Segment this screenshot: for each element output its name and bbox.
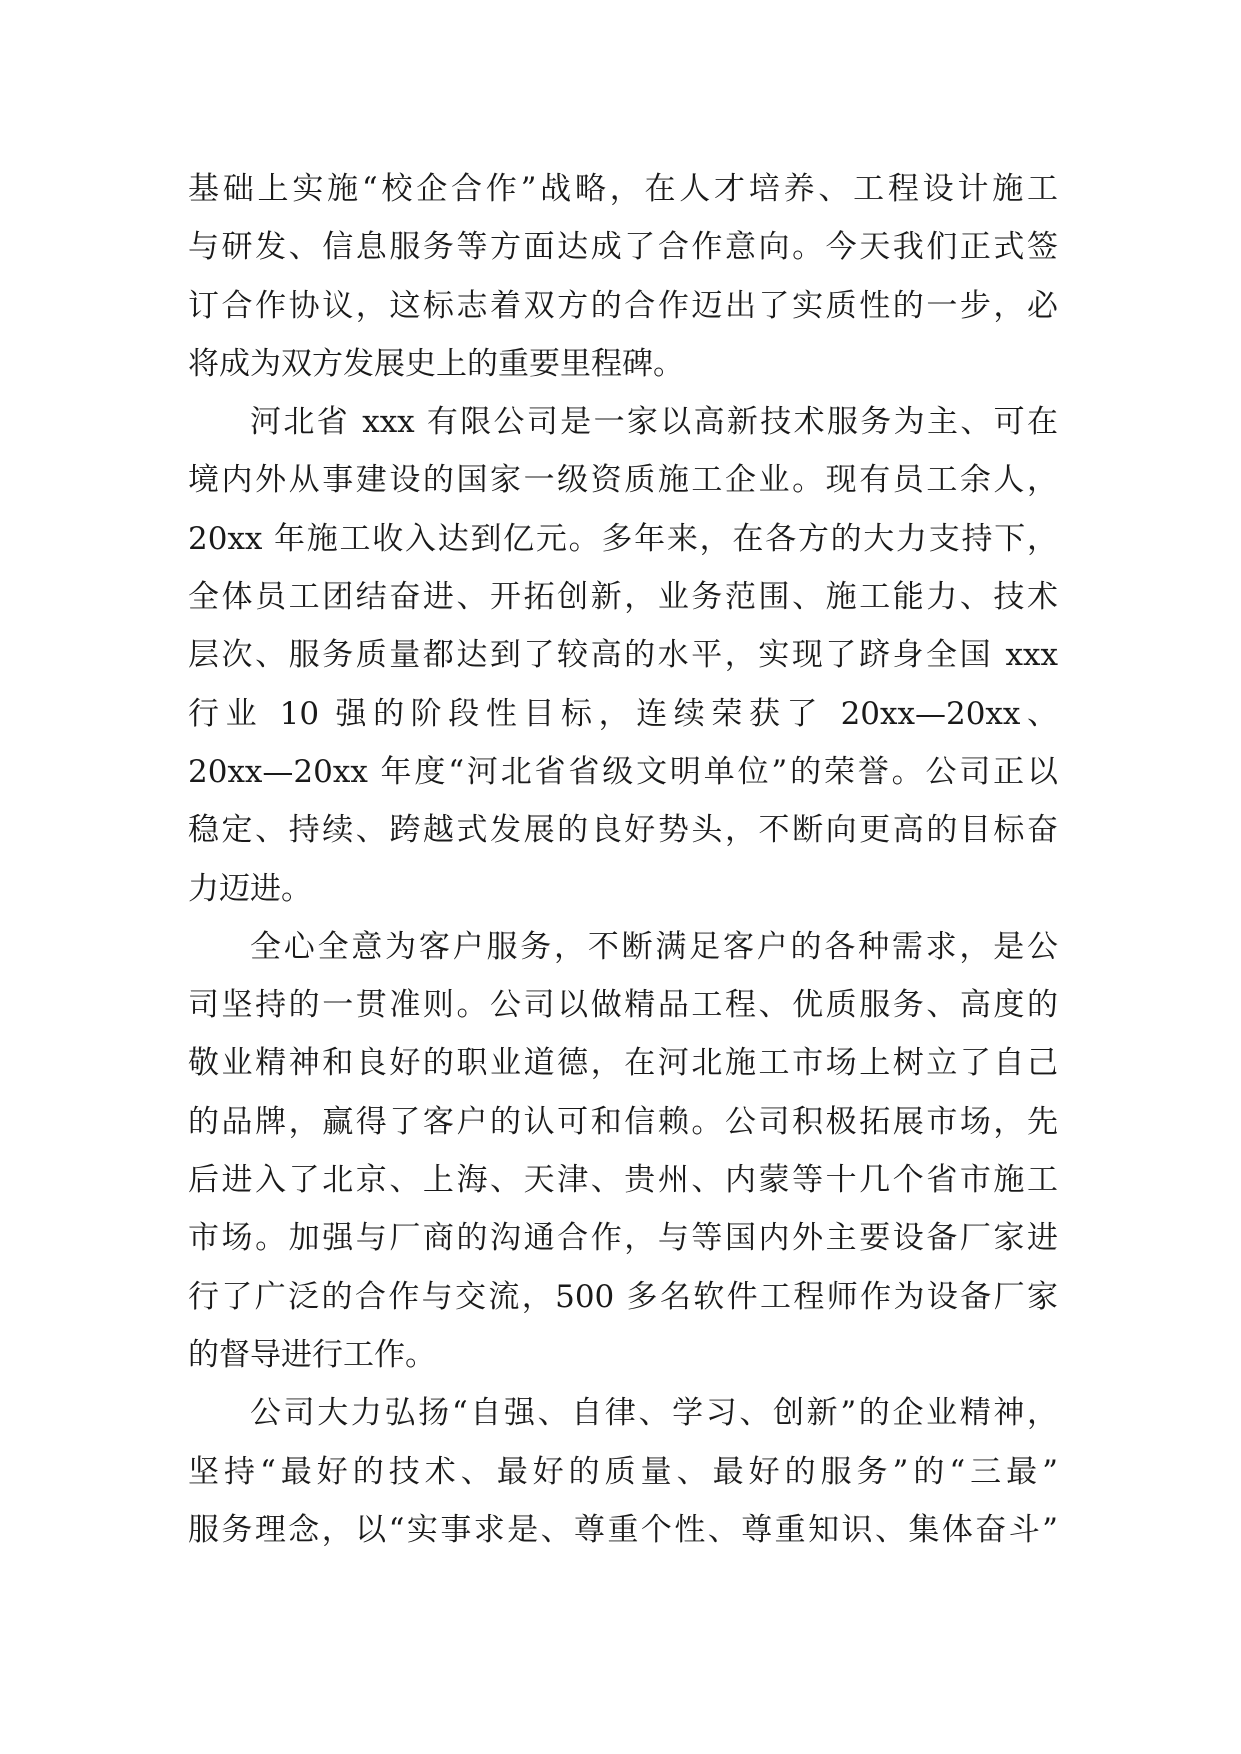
- text-line: 后进入了北京、上海、天津、贵州、内蒙等十几个省市施工: [188, 1162, 1058, 1199]
- body-text: [188, 160, 1058, 1559]
- text-line: 行了广泛的合作与交流，500 多名软件工程师作为设备厂家: [188, 1278, 1058, 1315]
- text-line: 稳定、持续、跨越式发展的良好势头，不断向更高的目标奋: [188, 812, 1058, 849]
- text-line: 订合作协议，这标志着双方的合作迈出了实质性的一步，必: [188, 287, 1058, 324]
- text-line: 坚持“最好的技术、最好的质量、最好的服务”的“三最”: [188, 1453, 1058, 1490]
- paragraph-2: [188, 393, 1058, 918]
- text-line: 公司大力弘扬“自强、自律、学习、创新”的企业精神，: [250, 1395, 1058, 1432]
- text-line: 全体员工团结奋进、开拓创新，业务范围、施工能力、技术: [188, 579, 1058, 616]
- text-line: 司坚持的一贯准则。公司以做精品工程、优质服务、高度的: [188, 987, 1058, 1024]
- text-line: 的督导进行工作。: [188, 1336, 436, 1373]
- text-line: 敬业精神和良好的职业道德，在河北施工市场上树立了自己: [188, 1045, 1058, 1082]
- text-line: 河北省 xxx 有限公司是一家以高新技术服务为主、可在: [250, 404, 1058, 441]
- paragraph-3: [188, 918, 1058, 1384]
- text-line: 市场。加强与厂商的沟通合作，与等国内外主要设备厂家进: [188, 1220, 1058, 1257]
- paragraph-1: [188, 160, 1058, 393]
- text-line: 的品牌，赢得了客户的认可和信赖。公司积极拓展市场，先: [188, 1103, 1058, 1140]
- text-line: 20xx 年施工收入达到亿元。多年来，在各方的大力支持下，: [188, 520, 1058, 557]
- text-line: 将成为双方发展史上的重要里程碑。: [188, 345, 684, 382]
- text-line: 全心全意为客户服务，不断满足客户的各种需求，是公: [250, 928, 1058, 965]
- text-line: 层次、服务质量都达到了较高的水平，实现了跻身全国 xxx: [188, 637, 1058, 674]
- text-line: 基础上实施“校企合作”战略，在人才培养、工程设计施工: [188, 171, 1058, 207]
- text-line: 20xx—20xx 年度“河北省省级文明单位”的荣誉。公司正以: [188, 753, 1058, 790]
- text-line: 境内外从事建设的国家一级资质施工企业。现有员工余人，: [188, 462, 1058, 499]
- paragraph-4: [188, 1384, 1058, 1559]
- text-line: 服务理念，以“实事求是、尊重个性、尊重知识、集体奋斗”: [188, 1511, 1058, 1548]
- text-line: 与研发、信息服务等方面达成了合作意向。今天我们正式签: [188, 229, 1058, 266]
- text-line: 力迈进。: [188, 870, 312, 907]
- text-line: 行业 10 强的阶段性目标，连续荣获了 20xx—20xx、: [188, 695, 1058, 732]
